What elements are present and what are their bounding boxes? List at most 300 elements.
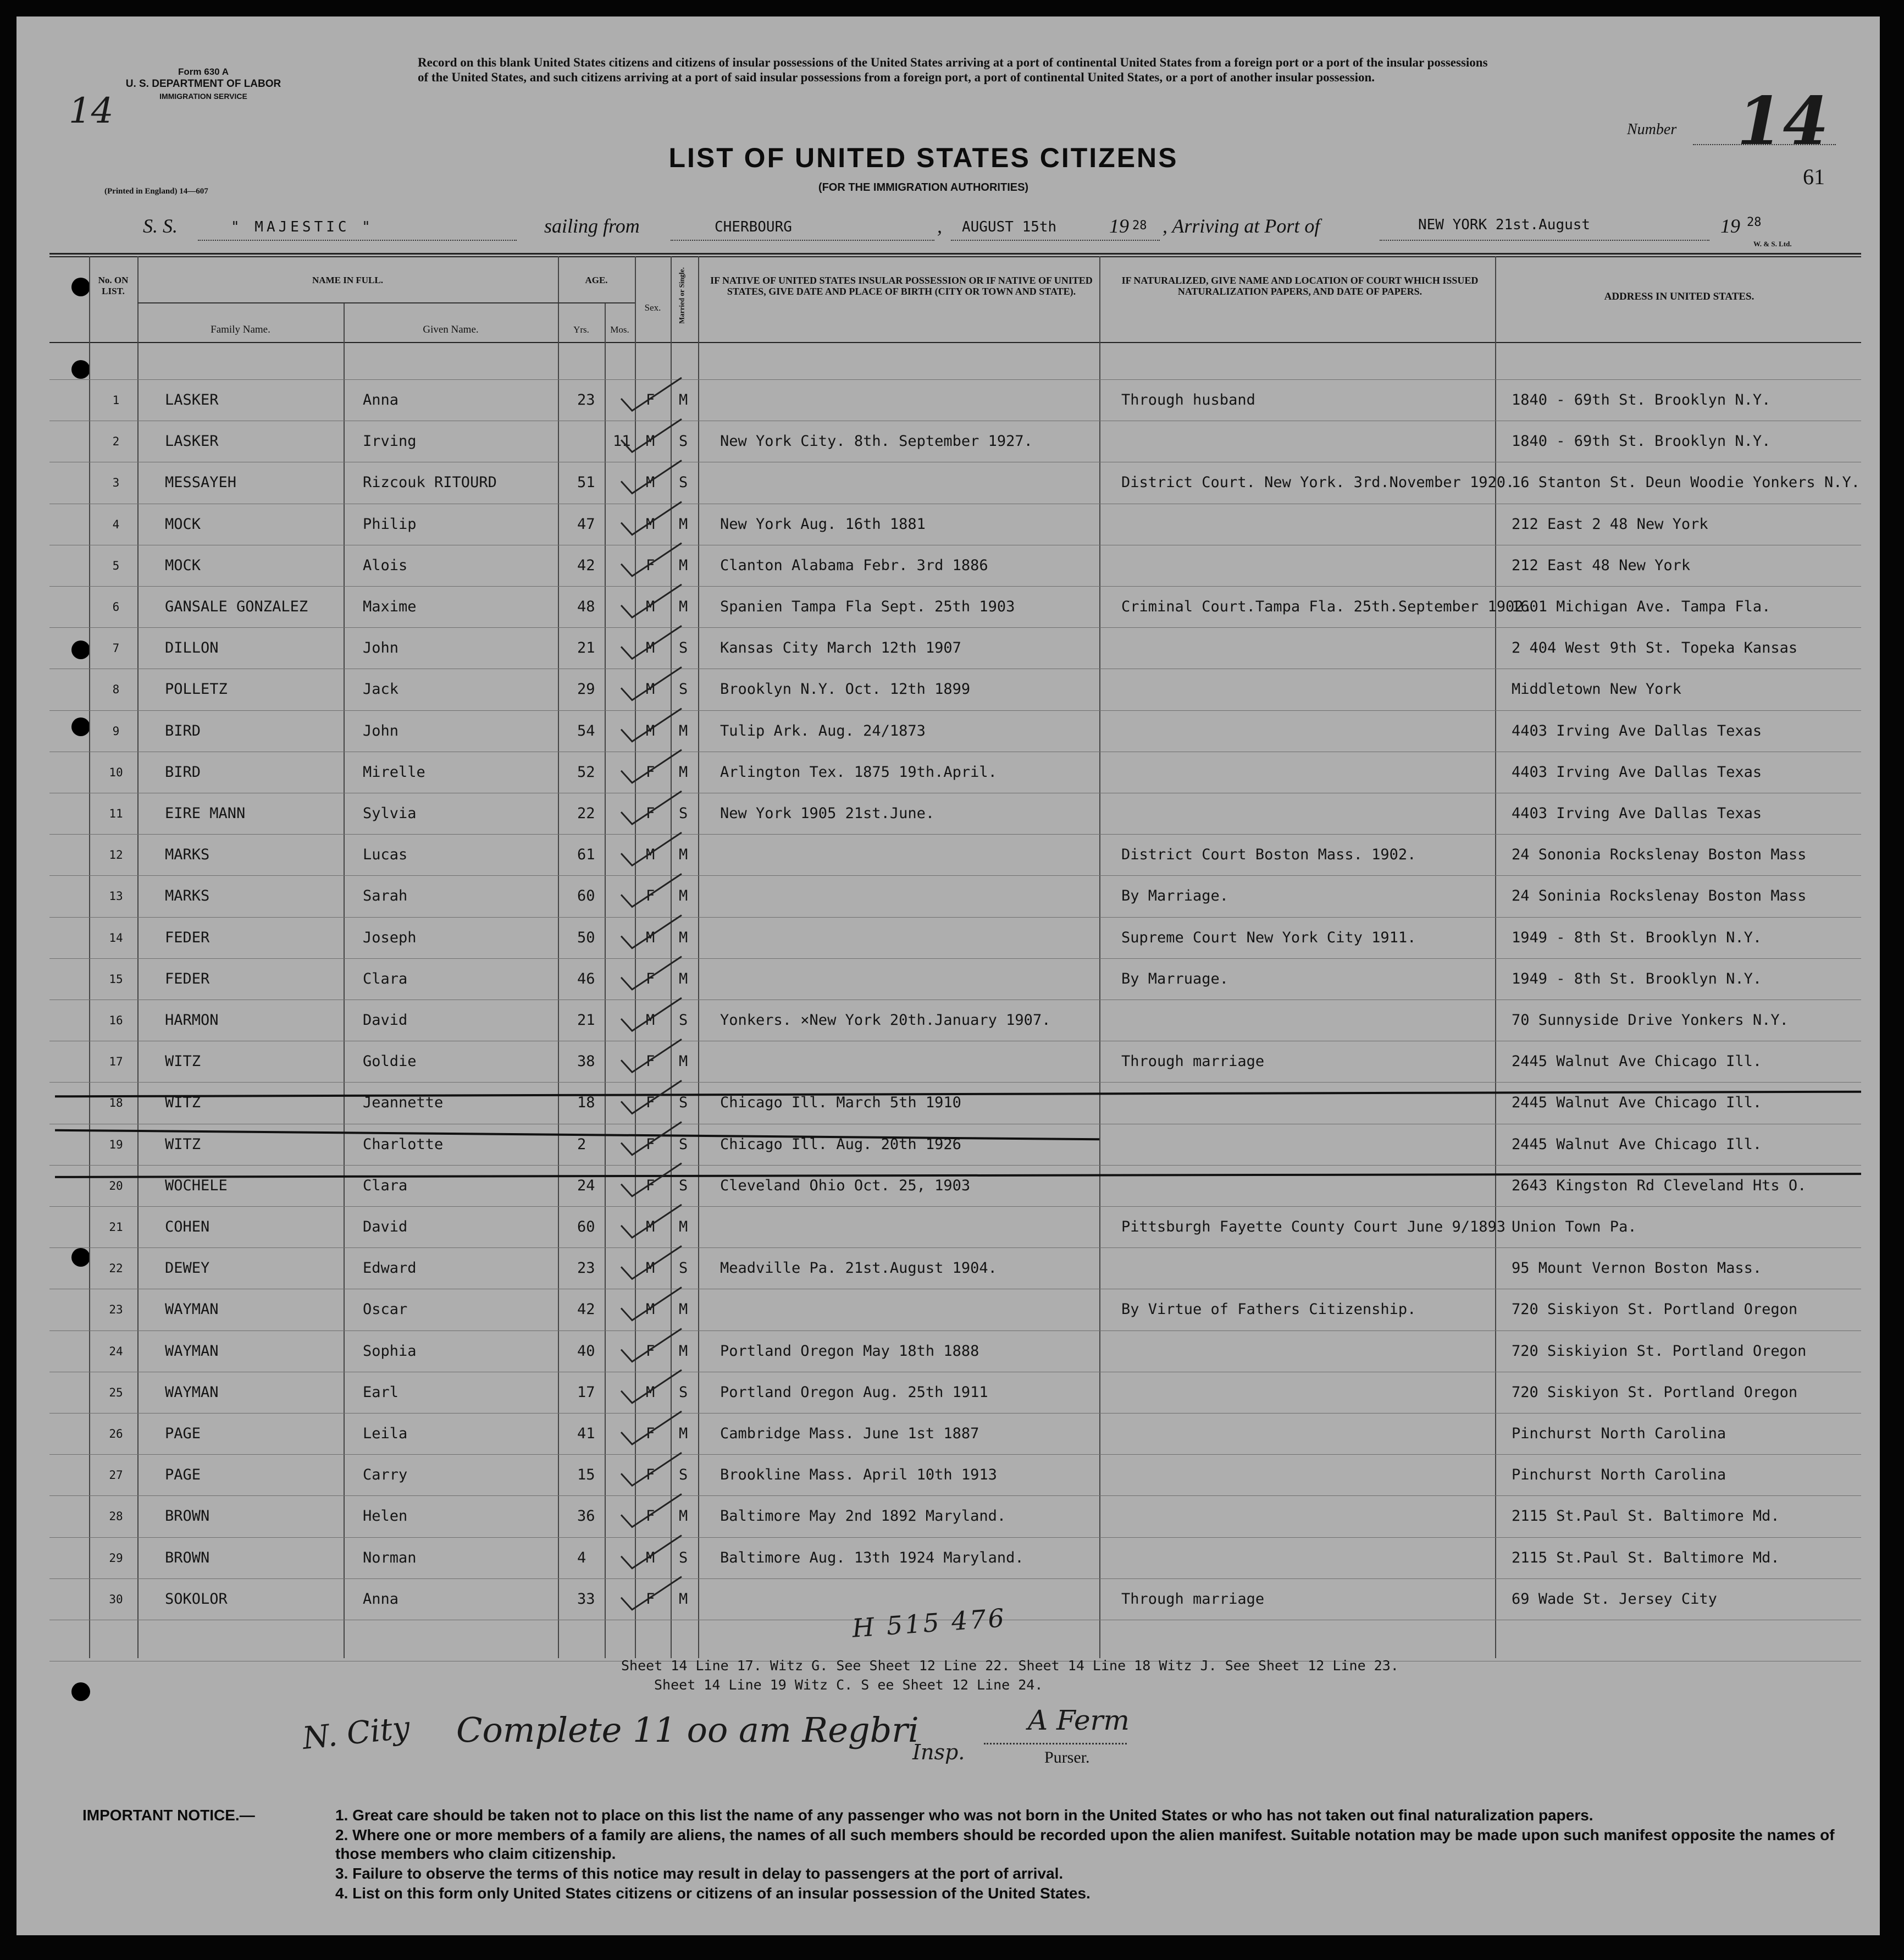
cell-addr: 95 Mount Vernon Boston Mass. <box>1512 1260 1762 1277</box>
punch-hole <box>71 641 90 659</box>
cell-no: 18 <box>109 1096 123 1110</box>
cell-ms: M <box>679 1218 688 1235</box>
cell-ms: M <box>679 1342 688 1360</box>
cell-birth: Yonkers. ×New York 20th.January 1907. <box>720 1012 1051 1029</box>
cell-ms: M <box>679 846 688 864</box>
page-subtitle: (FOR THE IMMIGRATION AUTHORITIES) <box>818 181 1029 194</box>
cell-ms: S <box>679 1260 688 1277</box>
cell-sex: F <box>646 1094 655 1112</box>
name-header-split <box>137 302 558 303</box>
cell-yrs: 15 <box>577 1466 595 1484</box>
cell-birth: New York Aug. 16th 1881 <box>720 515 926 533</box>
cell-no: 6 <box>112 600 120 614</box>
arriving-label: , Arriving at Port of <box>1163 215 1320 237</box>
cell-ms: M <box>679 598 688 615</box>
cell-family: BIRD <box>165 722 201 739</box>
cell-birth: Portland Oregon Aug. 25th 1911 <box>720 1383 988 1401</box>
comma-sep: , <box>937 215 942 237</box>
cell-given: Norman <box>363 1549 417 1566</box>
cell-addr: 1840 - 69th St. Brooklyn N.Y. <box>1512 391 1771 408</box>
row-rule <box>49 1454 1861 1455</box>
cell-addr: 720 Siskiyon St. Portland Oregon <box>1512 1301 1798 1318</box>
col-header-no: No. ON LIST. <box>98 275 129 296</box>
cell-sex: M <box>646 1218 655 1235</box>
arrive-year-suffix: 28 <box>1747 216 1762 229</box>
cell-yrs: 60 <box>577 1218 595 1235</box>
cell-ms: M <box>679 970 688 987</box>
cell-family: WAYMAN <box>165 1301 219 1318</box>
cell-addr: Middletown New York <box>1512 681 1681 698</box>
cell-no: 17 <box>109 1055 123 1069</box>
printer-mark: W. & S. Ltd. <box>1753 240 1792 248</box>
cell-ms: S <box>679 474 688 492</box>
cell-addr: 2 404 West 9th St. Topeka Kansas <box>1512 639 1798 657</box>
signature-name: A Ferm <box>1028 1704 1130 1736</box>
cell-sex: F <box>646 970 655 987</box>
cell-no: 28 <box>109 1510 123 1523</box>
cell-birth: Chicago Ill. March 5th 1910 <box>720 1094 961 1112</box>
cell-birth: Brookline Mass. April 10th 1913 <box>720 1466 997 1484</box>
cell-ms: M <box>679 1425 688 1442</box>
cell-ms: S <box>679 1549 688 1566</box>
cell-no: 1 <box>112 394 120 407</box>
row-rule <box>49 1330 1861 1331</box>
cell-sex: F <box>646 887 655 905</box>
cell-given: Oscar <box>363 1301 408 1318</box>
cell-ms: M <box>679 391 688 408</box>
cell-given: Irving <box>363 433 417 450</box>
cell-addr: 2115 St.Paul St. Baltimore Md. <box>1512 1508 1780 1525</box>
cell-addr: 1601 Michigan Ave. Tampa Fla. <box>1512 598 1771 615</box>
row-rule <box>49 586 1861 587</box>
notice-label: IMPORTANT NOTICE.— <box>82 1807 255 1824</box>
cell-given: Lucas <box>363 846 408 864</box>
cell-sex: F <box>646 1177 655 1194</box>
cell-family: DILLON <box>165 639 219 657</box>
cell-sex: F <box>646 1590 655 1608</box>
cell-no: 20 <box>109 1179 123 1192</box>
cell-ms: S <box>679 639 688 657</box>
cell-given: Carry <box>363 1466 408 1484</box>
cell-no: 24 <box>109 1344 123 1358</box>
cell-addr: 4403 Irving Ave Dallas Texas <box>1512 722 1762 739</box>
cell-birth: Spanien Tampa Fla Sept. 25th 1903 <box>720 598 1015 615</box>
notice-item-4: 4. List on this form only United States citizens or citizens of an insular possession of the United States. <box>335 1885 1091 1902</box>
cell-birth: Arlington Tex. 1875 19th.April. <box>720 763 997 781</box>
cell-given: Anna <box>363 1590 399 1608</box>
cell-given: Jeannette <box>363 1094 444 1112</box>
cell-family: GANSALE GONZALEZ <box>165 598 308 615</box>
cell-addr: 2445 Walnut Ave Chicago Ill. <box>1512 1094 1762 1112</box>
cell-yrs: 41 <box>577 1425 595 1442</box>
row-rule <box>49 1082 1861 1083</box>
cell-family: BIRD <box>165 763 201 781</box>
cell-yrs: 18 <box>577 1094 595 1112</box>
cell-sex: F <box>646 391 655 408</box>
row-rule <box>49 1165 1861 1166</box>
cell-sex: M <box>646 1260 655 1277</box>
cell-given: David <box>363 1012 408 1029</box>
port-from-underline <box>671 240 934 241</box>
depart-year-suffix: 28 <box>1132 219 1147 233</box>
cell-family: PAGE <box>165 1466 201 1484</box>
cell-given: Sylvia <box>363 805 417 822</box>
cell-given: Charlotte <box>363 1135 444 1153</box>
cell-given: Goldie <box>363 1053 417 1070</box>
cell-family: WAYMAN <box>165 1383 219 1401</box>
cell-no: 11 <box>109 807 123 820</box>
cell-yrs: 21 <box>577 1012 595 1029</box>
cell-yrs: 17 <box>577 1383 595 1401</box>
cell-ms: M <box>679 515 688 533</box>
cell-yrs: 29 <box>577 681 595 698</box>
form-service: IMMIGRATION SERVICE <box>159 92 247 101</box>
cell-birth: New York City. 8th. September 1927. <box>720 433 1033 450</box>
col-header-name: NAME IN FULL. <box>312 275 383 285</box>
cell-nat: By Marruage. <box>1121 970 1229 987</box>
purser-label: Purser. <box>1044 1748 1090 1766</box>
cell-addr: 4403 Irving Ave Dallas Texas <box>1512 805 1762 822</box>
col-header-family: Family Name. <box>211 324 270 335</box>
cell-sex: F <box>646 1053 655 1070</box>
cell-no: 14 <box>109 931 123 945</box>
cell-addr: 2115 St.Paul St. Baltimore Md. <box>1512 1549 1780 1566</box>
cell-ms: M <box>679 556 688 574</box>
cell-addr: 4403 Irving Ave Dallas Texas <box>1512 763 1762 781</box>
cell-given: David <box>363 1218 408 1235</box>
col-rule <box>89 256 90 1658</box>
cell-yrs: 60 <box>577 887 595 905</box>
row-rule <box>49 1413 1861 1414</box>
cell-nat: Criminal Court.Tampa Fla. 25th.September 1902. <box>1121 598 1532 615</box>
cell-family: DEWEY <box>165 1260 210 1277</box>
cell-nat: Pittsburgh Fayette County Court June 9/1893 <box>1121 1218 1506 1235</box>
cell-yrs: 2 <box>577 1135 586 1153</box>
cell-yrs: 47 <box>577 515 595 533</box>
cell-addr: 212 East 48 New York <box>1512 556 1691 574</box>
cell-family: PAGE <box>165 1425 201 1442</box>
cell-yrs: 22 <box>577 805 595 822</box>
port-from: CHERBOURG <box>715 219 792 235</box>
cell-no: 16 <box>109 1014 123 1027</box>
cell-family: MESSAYEH <box>165 474 237 492</box>
cell-sex: M <box>646 846 655 864</box>
row-rule <box>49 379 1861 380</box>
cell-addr: 1949 - 8th St. Brooklyn N.Y. <box>1512 929 1762 946</box>
cell-yrs: 21 <box>577 639 595 657</box>
cell-family: MARKS <box>165 887 210 905</box>
footnote-line-2: Sheet 14 Line 19 Witz C. S ee Sheet 12 Line 24. <box>654 1677 1043 1693</box>
cell-addr: 24 Soninia Rockslenay Boston Mass <box>1512 887 1807 905</box>
cell-addr: 70 Sunnyside Drive Yonkers N.Y. <box>1512 1012 1789 1029</box>
cell-family: HARMON <box>165 1012 219 1029</box>
cell-no: 12 <box>109 848 123 862</box>
cell-given: John <box>363 639 399 657</box>
cell-no: 15 <box>109 972 123 986</box>
cell-sex: F <box>646 556 655 574</box>
row-rule <box>49 627 1861 628</box>
cell-family: BROWN <box>165 1549 210 1566</box>
cell-yrs: 51 <box>577 474 595 492</box>
table-top-rule-2 <box>49 256 1861 257</box>
cell-family: BROWN <box>165 1508 210 1525</box>
cell-yrs: 24 <box>577 1177 595 1194</box>
cell-nat: Through marriage <box>1121 1053 1265 1070</box>
cell-nat: Supreme Court New York City 1911. <box>1121 929 1416 946</box>
cell-sex: M <box>646 681 655 698</box>
cell-addr: Union Town Pa. <box>1512 1218 1637 1235</box>
punch-hole <box>71 717 90 736</box>
cell-family: LASKER <box>165 391 219 408</box>
cell-ms: S <box>679 433 688 450</box>
cell-birth: Kansas City March 12th 1907 <box>720 639 961 657</box>
port-to: NEW YORK 21st.August <box>1418 217 1591 233</box>
cell-given: Clara <box>363 1177 408 1194</box>
row-rule <box>49 1206 1861 1207</box>
row-rule <box>49 1537 1861 1538</box>
row-rule <box>49 958 1861 959</box>
cell-sex: F <box>646 805 655 822</box>
cell-ms: S <box>679 681 688 698</box>
cell-given: Anna <box>363 391 399 408</box>
cell-ms: S <box>679 805 688 822</box>
sailing-from-label: sailing from <box>544 215 640 237</box>
cell-sex: F <box>646 1425 655 1442</box>
form-printed-note: (Printed in England) 14—607 <box>104 187 208 196</box>
cell-addr: Pinchurst North Carolina <box>1512 1425 1726 1442</box>
cell-yrs: 52 <box>577 763 595 781</box>
age-header-split <box>558 302 635 303</box>
notice-item-2: 2. Where one or more members of a family are aliens, the names of all such members should be recorded upon the alien manifest. Suitable notation may be made upon such manifest opposite the names of those members who claim citizenship. <box>335 1826 1835 1862</box>
cell-yrs: 36 <box>577 1508 595 1525</box>
cell-yrs: 48 <box>577 598 595 615</box>
cell-given: Joseph <box>363 929 417 946</box>
cell-yrs: 42 <box>577 1301 595 1318</box>
cell-given: Rizcouk RITOURD <box>363 474 497 492</box>
cell-ms: S <box>679 1012 688 1029</box>
cell-sex: M <box>646 1301 655 1318</box>
cell-given: Leila <box>363 1425 408 1442</box>
col-header-naturalized: IF NATURALIZED, GIVE NAME AND LOCATION OF COURT WHICH ISSUED NATURALIZATION PAPERS, AND DATE OF PAPERS. <box>1121 275 1479 297</box>
cell-family: WITZ <box>165 1053 201 1070</box>
cell-sex: M <box>646 929 655 946</box>
cell-no: 2 <box>112 435 120 449</box>
depart-date-underline <box>951 240 1160 241</box>
cell-nat: By Virtue of Fathers Citizenship. <box>1121 1301 1416 1318</box>
cell-sex: F <box>646 1508 655 1525</box>
row-rule <box>49 1578 1861 1579</box>
cell-ms: S <box>679 1177 688 1194</box>
cell-addr: 212 East 2 48 New York <box>1512 515 1708 533</box>
cell-sex: M <box>646 1012 655 1029</box>
cell-no: 27 <box>109 1468 123 1482</box>
cell-family: WITZ <box>165 1135 201 1153</box>
cell-ms: M <box>679 1301 688 1318</box>
cell-sex: M <box>646 515 655 533</box>
cell-birth: Cleveland Ohio Oct. 25, 1903 <box>720 1177 971 1194</box>
cell-yrs: 42 <box>577 556 595 574</box>
cell-birth: Cambridge Mass. June 1st 1887 <box>720 1425 979 1442</box>
cell-ms: S <box>679 1383 688 1401</box>
cell-sex: F <box>646 763 655 781</box>
cell-yrs: 4 <box>577 1549 586 1566</box>
signature-insp: Insp. <box>912 1740 965 1764</box>
cell-yrs: 61 <box>577 846 595 864</box>
cell-birth: Tulip Ark. Aug. 24/1873 <box>720 722 926 739</box>
col-rule <box>137 256 139 1658</box>
cell-no: 7 <box>112 642 120 655</box>
cell-sex: M <box>646 1549 655 1566</box>
cell-birth: Brooklyn N.Y. Oct. 12th 1899 <box>720 681 971 698</box>
cell-yrs: 40 <box>577 1342 595 1360</box>
notice-item-3: 3. Failure to observe the terms of this notice may result in delay to passengers at the port of arrival. <box>335 1865 1064 1882</box>
col-header-given: Given Name. <box>423 324 479 335</box>
page-title: LIST OF UNITED STATES CITIZENS <box>668 142 1178 173</box>
cell-given: Philip <box>363 515 417 533</box>
cell-ms: M <box>679 1053 688 1070</box>
cell-nat: By Marriage. <box>1121 887 1229 905</box>
cell-yrs: 54 <box>577 722 595 739</box>
cell-addr: 2445 Walnut Ave Chicago Ill. <box>1512 1135 1762 1153</box>
cell-ms: S <box>679 1094 688 1112</box>
cell-ms: M <box>679 722 688 739</box>
cell-yrs: 23 <box>577 1260 595 1277</box>
cell-birth: Clanton Alabama Febr. 3rd 1886 <box>720 556 988 574</box>
form-number: Form 630 A <box>178 67 229 77</box>
cell-no: 9 <box>112 724 120 738</box>
cell-addr: 720 Siskiyion St. Portland Oregon <box>1512 1342 1807 1360</box>
row-rule <box>49 917 1861 918</box>
cell-given: John <box>363 722 399 739</box>
cell-yrs: 50 <box>577 929 595 946</box>
col-rule <box>1099 256 1100 1658</box>
cell-ms: M <box>679 1590 688 1608</box>
cell-no: 10 <box>109 765 123 779</box>
ss-label: S. S. <box>143 215 178 237</box>
col-header-yrs: Yrs. <box>573 324 589 335</box>
cell-family: WITZ <box>165 1094 201 1112</box>
cell-given: Alois <box>363 556 408 574</box>
cell-given: Maxime <box>363 598 417 615</box>
cell-sex: M <box>646 639 655 657</box>
cell-addr: 720 Siskiyon St. Portland Oregon <box>1512 1383 1798 1401</box>
cell-sex: M <box>646 433 655 450</box>
cell-no: 4 <box>112 517 120 531</box>
inspector-checkmarks <box>588 368 742 1644</box>
row-rule <box>49 1495 1861 1496</box>
cell-given: Jack <box>363 681 399 698</box>
table-top-rule <box>49 253 1861 255</box>
cell-family: MOCK <box>165 515 201 533</box>
intro-text: Record on this blank United States citizens and citizens of insular possessions of the United States arriving at a port of continental United States from a foreign port or a port of the insular possessions of the United States, and such citizens arriving at a port of said insular possessions from a foreign port, a port of continental United States, or a port of another insular possession. <box>418 56 1488 84</box>
depart-date: AUGUST 15th <box>962 219 1057 235</box>
cell-sex: M <box>646 474 655 492</box>
cell-addr: 1949 - 8th St. Brooklyn N.Y. <box>1512 970 1762 987</box>
row-rule <box>49 1247 1861 1248</box>
col-header-birth: IF NATIVE OF UNITED STATES INSULAR POSSESSION OR IF NATIVE OF UNITED STATES, GIVE DATE AND PLACE OF BIRTH (CITY OR TOWN AND STATE). <box>710 275 1093 297</box>
notice-item-1: 1. Great care should be taken not to place on this list the name of any passenger who was not born in the United States or who has not taken out final naturalization papers. <box>335 1807 1593 1824</box>
cell-no: 25 <box>109 1385 123 1399</box>
cell-family: COHEN <box>165 1218 210 1235</box>
cell-nat: District Court Boston Mass. 1902. <box>1121 846 1416 864</box>
cell-family: LASKER <box>165 433 219 450</box>
cell-addr: 2643 Kingston Rd Cleveland Hts O. <box>1512 1177 1807 1194</box>
cell-ms: M <box>679 1508 688 1525</box>
cell-addr: 2445 Walnut Ave Chicago Ill. <box>1512 1053 1762 1070</box>
col-header-age: AGE. <box>585 275 608 285</box>
row-rule <box>49 710 1861 711</box>
cell-birth: Baltimore Aug. 13th 1924 Maryland. <box>720 1549 1024 1566</box>
form-department: U. S. DEPARTMENT OF LABOR <box>125 78 281 90</box>
punch-hole <box>71 360 90 379</box>
cell-family: MARKS <box>165 846 210 864</box>
cell-family: SOKOLOR <box>165 1590 228 1608</box>
cell-no: 22 <box>109 1262 123 1276</box>
punch-hole <box>71 1682 90 1701</box>
cell-birth: New York 1905 21st.June. <box>720 805 935 822</box>
cell-birth: Portland Oregon May 18th 1888 <box>720 1342 979 1360</box>
cell-nat: Through husband <box>1121 391 1255 408</box>
corner-page-mark: 14 <box>69 91 114 131</box>
cell-sex: M <box>646 1383 655 1401</box>
ship-name: " MAJESTIC " <box>231 219 374 235</box>
cell-birth: Chicago Ill. Aug. 20th 1926 <box>720 1135 961 1153</box>
cell-no: 29 <box>109 1551 123 1565</box>
cell-ms: M <box>679 887 688 905</box>
cell-sex: F <box>646 1135 655 1153</box>
cell-family: POLLETZ <box>165 681 228 698</box>
cell-family: EIRE MANN <box>165 805 246 822</box>
cell-yrs: 38 <box>577 1053 595 1070</box>
number-label: Number <box>1627 121 1677 138</box>
cell-given: Helen <box>363 1508 408 1525</box>
cell-no: 21 <box>109 1221 123 1234</box>
cell-given: Mirelle <box>363 763 425 781</box>
cell-no: 3 <box>112 476 120 490</box>
port-to-underline <box>1380 240 1709 241</box>
cell-family: MOCK <box>165 556 201 574</box>
cell-addr: 1840 - 69th St. Brooklyn N.Y. <box>1512 433 1771 450</box>
col-rule <box>558 256 559 1658</box>
col-header-mos: Mos. <box>610 324 629 335</box>
manifest-sheet <box>16 16 1880 1935</box>
cell-no: 13 <box>109 890 123 903</box>
cell-family: FEDER <box>165 970 210 987</box>
footnote-line-1: Sheet 14 Line 17. Witz G. See Sheet 12 Line 22. Sheet 14 Line 18 Witz J. See Sheet 12 Line 23. <box>621 1658 1399 1674</box>
cell-addr: Pinchurst North Carolina <box>1512 1466 1726 1484</box>
page-number: 61 <box>1803 164 1825 189</box>
number-value: 14 <box>1737 82 1829 160</box>
cell-no: 30 <box>109 1592 123 1606</box>
cell-no: 5 <box>112 559 120 572</box>
cell-sex: M <box>646 722 655 739</box>
punch-hole <box>71 278 90 296</box>
cell-given: Edward <box>363 1260 417 1277</box>
cell-family: WOCHELE <box>165 1177 228 1194</box>
cell-birth: Meadville Pa. 21st.August 1904. <box>720 1260 997 1277</box>
row-rule <box>49 875 1861 876</box>
form-identifier <box>110 66 297 102</box>
cell-sex: F <box>646 1466 655 1484</box>
cell-ms: S <box>679 1466 688 1484</box>
header-bottom-rule <box>49 342 1861 343</box>
cell-nat: Through marriage <box>1121 1590 1265 1608</box>
cell-yrs: 46 <box>577 970 595 987</box>
cell-no: 23 <box>109 1303 123 1317</box>
cell-addr: 24 Sononia Rockslenay Boston Mass <box>1512 846 1807 864</box>
cell-sex: F <box>646 1342 655 1360</box>
signature-city: N. City <box>301 1709 412 1757</box>
